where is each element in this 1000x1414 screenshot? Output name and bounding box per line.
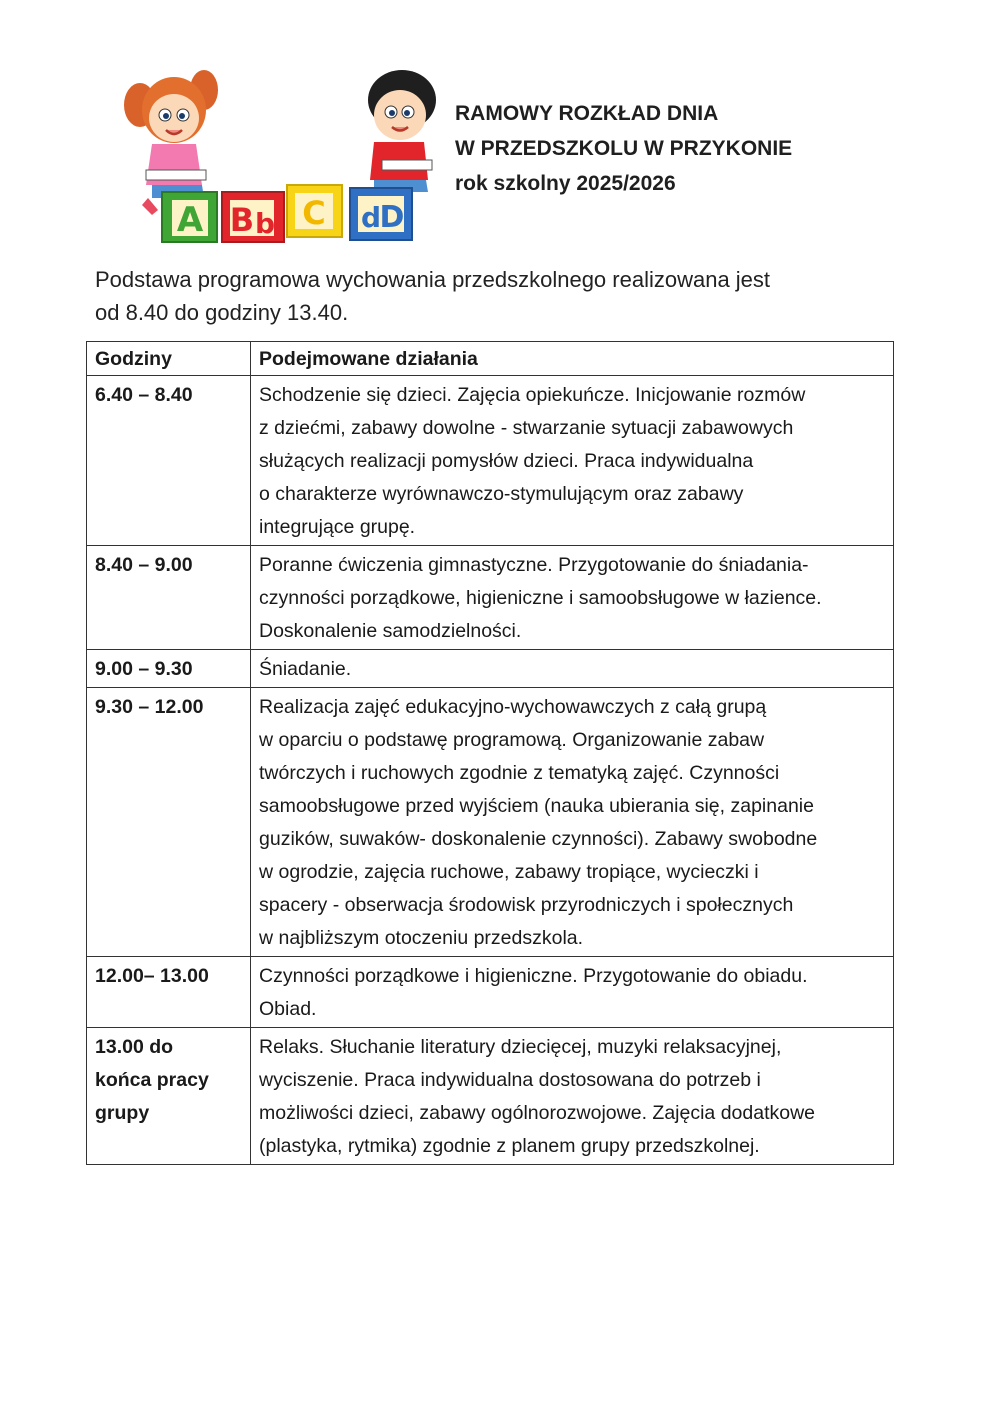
title-line: rok szkolny 2025/2026 bbox=[455, 172, 676, 195]
intro-line: Podstawa programowa wychowania przedszkolnego realizowana jest bbox=[95, 267, 771, 292]
table-row bbox=[87, 688, 894, 957]
activity-line: służących realizacji pomysłów dzieci. Praca indywidualna bbox=[259, 450, 754, 472]
activity-line: integrujące grupę. bbox=[259, 516, 416, 538]
svg-text:C: C bbox=[302, 194, 326, 232]
table-row bbox=[87, 1028, 894, 1165]
table-header-row bbox=[87, 342, 894, 376]
activity-line: Śniadanie. bbox=[259, 658, 352, 680]
activity-cell bbox=[251, 546, 894, 650]
activity-line: w najbliższym otoczeniu przedszkola. bbox=[259, 927, 584, 949]
header-activities: Podejmowane działania bbox=[251, 342, 894, 376]
activity-cell bbox=[251, 688, 894, 957]
hours-text: końca pracy bbox=[95, 1069, 209, 1091]
hours-text: 6.40 – 8.40 bbox=[95, 384, 193, 406]
activity-line: Schodzenie się dzieci. Zajęcia opiekuńcze. Inicjowanie rozmów bbox=[259, 384, 806, 406]
table-row bbox=[87, 376, 894, 546]
svg-text:D: D bbox=[379, 200, 405, 235]
activity-line: guzików, suwaków- doskonalenie czynności). Zabawy swobodne bbox=[259, 828, 818, 850]
hours-cell bbox=[87, 546, 251, 650]
activity-line: (plastyka, rytmika) zgodnie z planem grupy przedszkolnej. bbox=[259, 1135, 760, 1157]
abc-blocks-icon bbox=[162, 185, 412, 242]
activity-line: Poranne ćwiczenia gimnastyczne. Przygotowanie do śniadania- bbox=[259, 554, 809, 576]
activity-line: Doskonalenie samodzielności. bbox=[259, 620, 522, 642]
title-line: W PRZEDSZKOLU W PRZYKONIE bbox=[455, 137, 793, 160]
activity-line: samoobsługowe przed wyjściem (nauka ubierania się, zapinanie bbox=[259, 795, 814, 817]
kids-abc-blocks-illustration bbox=[112, 60, 442, 245]
activity-line: Czynności porządkowe i higieniczne. Przygotowanie do obiadu. bbox=[259, 965, 808, 987]
table-row bbox=[87, 957, 894, 1028]
activity-line: w ogrodzie, zajęcia ruchowe, zabawy tropiące, wycieczki i bbox=[259, 861, 759, 883]
activity-cell bbox=[251, 650, 894, 688]
schedule-table bbox=[86, 341, 894, 1165]
activity-line: czynności porządkowe, higieniczne i samoobsługowe w łazience. bbox=[259, 587, 822, 609]
hours-text: 12.00– 13.00 bbox=[95, 965, 209, 987]
svg-text:B: B bbox=[229, 201, 255, 239]
hours-text: 8.40 – 9.00 bbox=[95, 554, 193, 576]
activity-line: w oparciu o podstawę programową. Organizowanie zabaw bbox=[259, 729, 765, 751]
title-line: RAMOWY ROZKŁAD DNIA bbox=[455, 102, 719, 125]
activity-line: Relaks. Słuchanie literatury dziecięcej, muzyki relaksacyjnej, bbox=[259, 1036, 782, 1058]
activity-line: twórczych i ruchowych zgodnie z tematyką zajęć. Czynności bbox=[259, 762, 780, 784]
svg-text:b: b bbox=[254, 207, 276, 240]
table-row bbox=[87, 650, 894, 688]
intro-line: od 8.40 do godziny 13.40. bbox=[95, 300, 349, 325]
intro-paragraph bbox=[95, 263, 895, 329]
boy-icon bbox=[368, 70, 436, 192]
activity-line: możliwości dzieci, zabawy ogólnorozwojowe. Zajęcia dodatkowe bbox=[259, 1102, 816, 1124]
hours-cell bbox=[87, 688, 251, 957]
activity-line: Obiad. bbox=[259, 998, 317, 1020]
svg-text:d: d bbox=[360, 201, 382, 234]
hours-text: 9.30 – 12.00 bbox=[95, 696, 204, 718]
document-title bbox=[455, 96, 792, 201]
hours-cell bbox=[87, 650, 251, 688]
activity-line: z dziećmi, zabawy dowolne - stwarzanie sytuacji zabawowych bbox=[259, 417, 794, 439]
block-letter-a: A bbox=[176, 200, 204, 240]
hours-cell bbox=[87, 957, 251, 1028]
table-row bbox=[87, 546, 894, 650]
activity-line: wyciszenie. Praca indywidualna dostosowana do potrzeb i bbox=[259, 1069, 761, 1091]
hours-cell bbox=[87, 1028, 251, 1165]
activity-line: o charakterze wyrównawczo-stymulującym oraz zabawy bbox=[259, 483, 744, 505]
hours-text: 9.00 – 9.30 bbox=[95, 658, 193, 680]
header-hours: Godziny bbox=[87, 342, 251, 376]
activity-cell bbox=[251, 957, 894, 1028]
hours-text: grupy bbox=[95, 1102, 150, 1124]
activity-cell bbox=[251, 1028, 894, 1165]
activity-line: Realizacja zajęć edukacyjno-wychowawczych z całą grupą bbox=[259, 696, 767, 718]
activity-line: spacery - obserwacja środowisk przyrodniczych i społecznych bbox=[259, 894, 794, 916]
hours-text: 13.00 do bbox=[95, 1036, 174, 1058]
hours-cell bbox=[87, 376, 251, 546]
activity-cell bbox=[251, 376, 894, 546]
